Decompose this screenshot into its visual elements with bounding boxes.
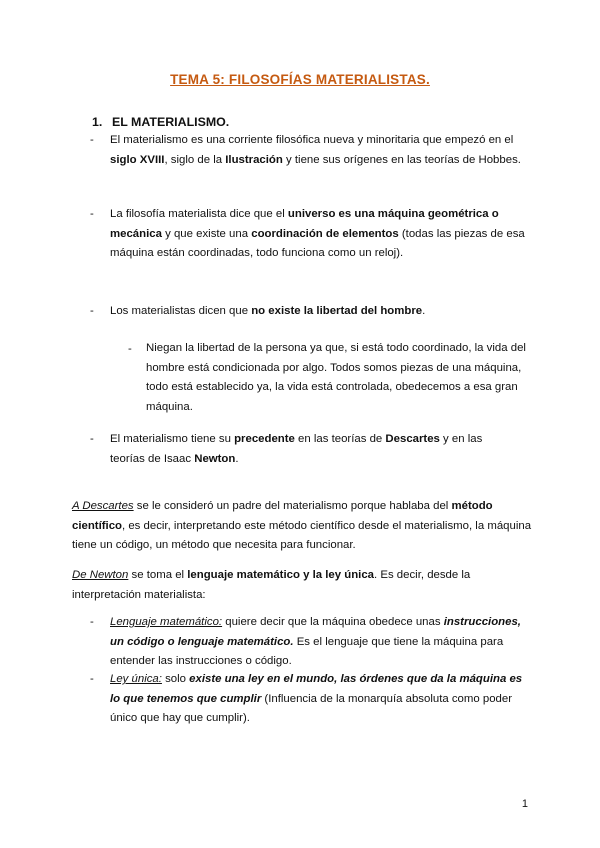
bullet-dash: - xyxy=(90,305,94,317)
page-number: 1 xyxy=(521,798,528,810)
sub-bullet-dash: - xyxy=(128,343,132,355)
bullet-paragraph-2: La filosofía materialista dice que el universo es una máquina geométrica o mecánica y que existe una coordinación de elementos (todas las piezas de esa máquina están coordinadas, todo funciona como un reloj). xyxy=(110,208,525,259)
bullet-dash: - xyxy=(90,433,94,445)
bullet-paragraph-4: El materialismo tiene su precedente en las teorías de Descartes y en las teorías de Isaac Newton. xyxy=(110,433,483,465)
bullet-dash: - xyxy=(90,616,94,628)
newton-item-language: Lenguaje matemático: quiere decir que la máquina obedece unas instrucciones, un código o lenguaje matemático. Es el lenguaje que tiene la máquina para entender las instrucciones o código. xyxy=(110,616,521,667)
descartes-paragraph: A Descartes se le consideró un padre del materialismo porque hablaba del método científico, es decir, interpretando este método científico desde el materialismo, la máquina tiene un código, un método que necesita para funcionar. xyxy=(72,500,532,551)
bullet-dash: - xyxy=(90,208,94,220)
bullet-paragraph-1: El materialismo es una corriente filosófica nueva y minoritaria que empezó en el siglo XVIII, siglo de la Ilustración y tiene sus orígenes en las teorías de Hobbes. xyxy=(110,134,521,166)
section-number: 1. xyxy=(92,115,103,129)
section-heading xyxy=(92,115,229,129)
bullet-paragraph-3: Los materialistas dicen que no existe la libertad del hombre. xyxy=(110,305,426,317)
section-heading-text: EL MATERIALISMO. xyxy=(112,115,230,129)
newton-paragraph: De Newton se toma el lenguaje matemático y la ley única. Es decir, desde la interpretación materialista: xyxy=(72,569,471,601)
bullet-dash: - xyxy=(90,134,94,146)
newton-item-law: Ley única: solo existe una ley en el mundo, las órdenes que da la máquina es lo que tenemos que cumplir (Influencia de la monarquía absoluta como poder único que hay que cumplir). xyxy=(110,673,523,724)
page-title: TEMA 5: FILOSOFÍAS MATERIALISTAS. xyxy=(170,72,430,87)
sub-bullet-paragraph: Niegan la libertad de la persona ya que, si está todo coordinado, la vida del hombre está condicionada por algo. Todos somos piezas de una máquina, todo está establecido ya, la vida está controlada, obedecemos a esa gran máquina. xyxy=(146,342,526,413)
bullet-dash: - xyxy=(90,673,94,685)
